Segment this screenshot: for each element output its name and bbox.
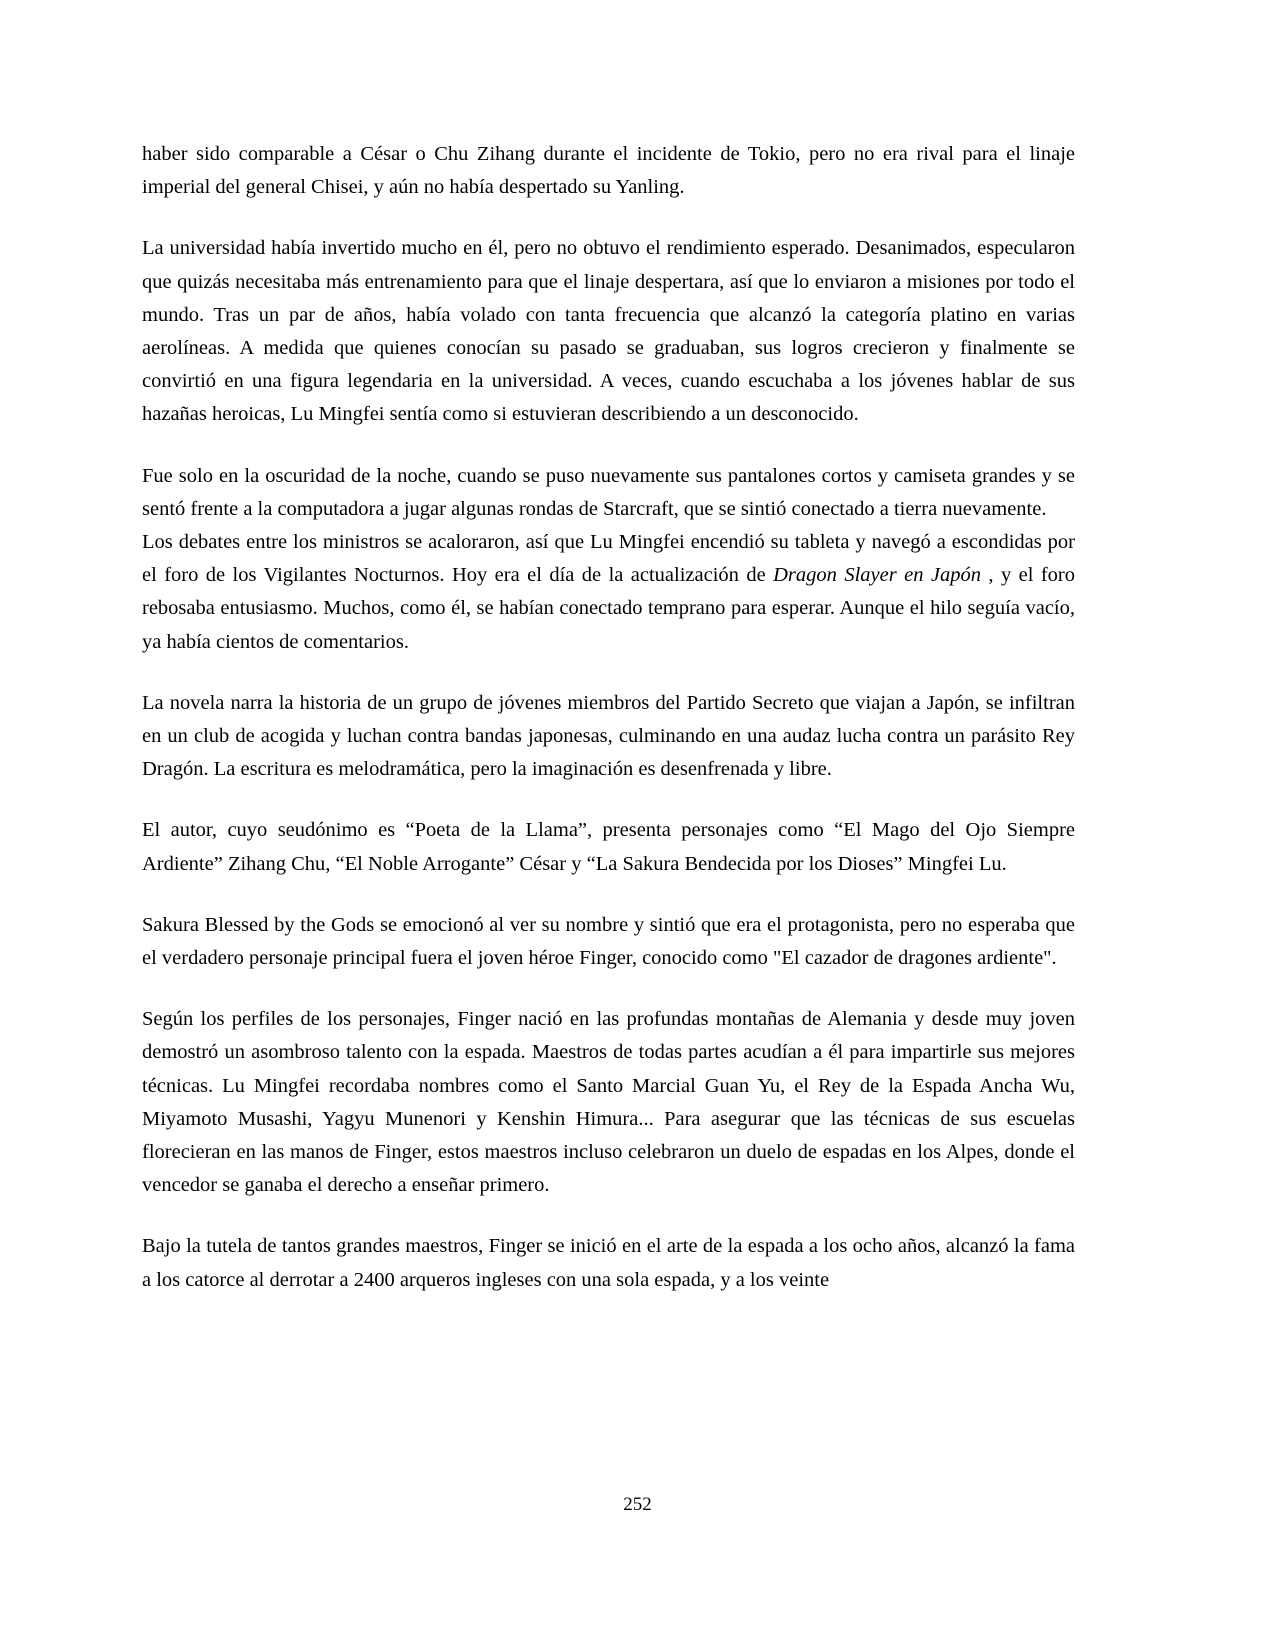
paragraph: Bajo la tutela de tantos grandes maestros, Finger se inició en el arte de la espada a los ocho años, alcanzó la fama a los catorce al derrotar a 2400 arqueros ingleses con una sola espada, y a los veinte [142,1235,1075,1291]
paragraph-with-title [142,526,1075,659]
paragraph: haber sido comparable a César o Chu Zihang durante el incidente de Tokio, pero no era rival para el linaje imperial del general Chisei, y aún no había despertado su Yanling. [142,143,1075,199]
paragraph: La universidad había invertido mucho en él, pero no obtuvo el rendimiento esperado. Desanimados, especularon que quizás necesitaba más entrenamiento para que el linaje despertara, así que lo enviaron a misiones por todo el mundo. Tras un par de años, había volado con tanta frecuencia que alcanzó la categoría platino en varias aerolíneas. A medida que quienes conocían su pasado se graduaban, sus logros crecieron y finalmente se convirtió en una figura legendaria en la universidad. A veces, cuando escuchaba a los jóvenes hablar de sus hazañas heroicas, Lu Mingfei sentía como si estuvieran describiendo a un desconocido. [142,237,1075,426]
paragraph-text-after-title: , y el foro rebosaba entusiasmo. Muchos, como él, se habían conectado temprano para esperar. Aunque el hilo seguía vacío, ya había cientos de comentarios. [142,564,1075,653]
paragraph: El autor, cuyo seudónimo es “Poeta de la Llama”, presenta personajes como “El Mago del Ojo Siempre Ardiente” Zihang Chu, “El Noble Arrogante” César y “La Sakura Bendecida por los Dioses” Mingfei Lu. [142,819,1075,875]
page-number: 252 [623,1494,652,1515]
page-body [142,138,1075,1325]
paragraph: Según los perfiles de los personajes, Finger nació en las profundas montañas de Alemania y desde muy joven demostró un asombroso talento con la espada. Maestros de todas partes acudían a él para impartirle sus mejores técnicas. Lu Mingfei recordaba nombres como el Santo Marcial Guan Yu, el Rey de la Espada Ancha Wu, Miyamoto Musashi, Yagyu Munenori y Kenshin Himura... Para asegurar que las técnicas de sus escuelas florecieran en las manos de Finger, estos maestros incluso celebraron un duelo de espadas en los Alpes, donde el vencedor se ganaba el derecho a enseñar primero. [142,1008,1075,1197]
paragraph-text-before-title: Los debates entre los ministros se acaloraron, así que Lu Mingfei encendió su tableta y navegó a escondidas por el foro de los Vigilantes Nocturnos. Hoy era el día de la actualización de [142,531,1075,587]
paragraph: Fue solo en la oscuridad de la noche, cuando se puso nuevamente sus pantalones cortos y camiseta grandes y se sentó frente a la computadora a jugar algunas rondas de Starcraft, que se sintió conectado a tierra nuevamente. [142,464,1075,520]
paragraph: Sakura Blessed by the Gods se emocionó al ver su nombre y sintió que era el protagonista, pero no esperaba que el verdadero personaje principal fuera el joven héroe Finger, conocido como "El cazador de dragones ardiente". [142,913,1075,970]
book-title: Dragon Slayer en Japón [773,564,981,587]
paragraph: La novela narra la historia de un grupo de jóvenes miembros del Partido Secreto que viajan a Japón, se infiltran en un club de acogida y luchan contra bandas japonesas, culminando en una audaz lucha contra un parásito Rey Dragón. La escritura es melodramática, pero la imaginación es desenfrenada y libre. [142,691,1075,781]
